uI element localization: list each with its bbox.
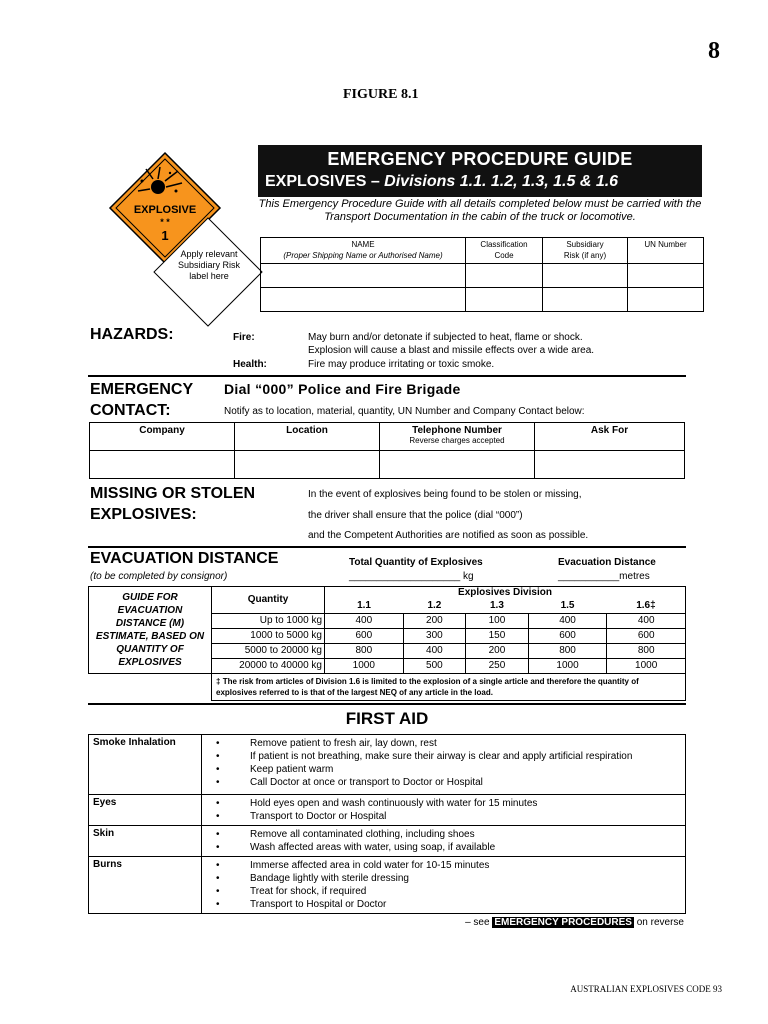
first-aid-label: Burns <box>89 857 202 914</box>
subsidiary-cell[interactable] <box>543 264 628 288</box>
shipping-name-table <box>260 237 704 312</box>
first-aid-label: Skin <box>89 826 202 857</box>
emergency-heading: EMERGENCY <box>90 381 194 398</box>
distance-cell: 800 <box>528 643 607 658</box>
see-reverse-note: – see EMERGENCY PROCEDURES on reverse <box>465 917 684 928</box>
guide-spacer <box>89 674 212 701</box>
division-1-5: 1.5 <box>560 599 575 611</box>
distance-cell: 200 <box>466 643 529 658</box>
location-header: Location <box>235 423 380 451</box>
list-item: • Keep patient warm <box>216 764 334 775</box>
distance-cell: 800 <box>607 643 686 658</box>
total-quantity-label: Total Quantity of Explosives <box>349 557 483 568</box>
classification-cell[interactable] <box>466 264 543 288</box>
title-main: EMERGENCY PROCEDURE GUIDE <box>327 149 633 169</box>
list-item: • Remove all contaminated clothing, including shoes <box>216 829 475 840</box>
first-aid-steps <box>202 735 686 795</box>
title-note: This Emergency Procedure Guide with all details completed below must be carried with the Transport Documentation in the cabin of the truck or locomotive. <box>258 198 702 223</box>
subsidiary-header: Subsidiary Risk (if any) <box>543 238 628 264</box>
section-divider <box>88 375 686 377</box>
guide-label: GUIDE FOR EVACUATION DISTANCE (M) ESTIMATE, BASED ON QUANTITY OF EXPLOSIVES <box>89 587 212 674</box>
distance-cell: 600 <box>607 628 686 643</box>
distance-cell: 600 <box>528 628 607 643</box>
first-aid-label: Eyes <box>89 795 202 826</box>
telephone-header: Telephone Number Reverse charges accepted <box>380 423 535 451</box>
title-banner <box>258 145 702 197</box>
health-label: Health: <box>233 359 267 370</box>
section-divider <box>88 703 686 705</box>
first-aid-steps <box>202 826 686 857</box>
list-item: • Bandage lightly with sterile dressing <box>216 873 409 884</box>
classification-header: Classification Code <box>466 238 543 264</box>
first-aid-table <box>88 734 686 914</box>
division-1-1: 1.1 <box>325 599 404 613</box>
un-number-cell[interactable] <box>628 264 704 288</box>
page-number: 8 <box>708 38 720 64</box>
list-item: • Treat for shock, if required <box>216 886 367 897</box>
figure-label: FIGURE 8.1 <box>343 87 419 102</box>
hazards-heading: HAZARDS: <box>90 326 174 343</box>
first-aid-steps <box>202 857 686 914</box>
quantity-header: Quantity <box>212 587 325 614</box>
distance-cell: 500 <box>403 658 466 673</box>
distance-cell: 300 <box>403 628 466 643</box>
distance-cell: 600 <box>325 628 404 643</box>
list-item: • Remove patient to fresh air, lay down, rest <box>216 738 437 749</box>
fire-label: Fire: <box>233 332 255 343</box>
distance-cell: 1000 <box>607 658 686 673</box>
fire-text-2: Explosion will cause a blast and missile effects over a wide area. <box>308 345 595 356</box>
footer: AUSTRALIAN EXPLOSIVES CODE 93 <box>570 984 722 994</box>
name-header: NAME (Proper Shipping Name or Authorised Name) <box>261 238 466 264</box>
name-cell[interactable] <box>261 288 466 312</box>
title-sub <box>265 173 618 191</box>
title-sub-prefix: EXPLOSIVES – <box>265 173 380 190</box>
telephone-cell[interactable] <box>380 451 535 479</box>
first-aid-heading: FIRST AID <box>345 709 429 728</box>
distance-cell: 100 <box>466 613 529 628</box>
quantity-cell: 1000 to 5000 kg <box>212 628 325 643</box>
distance-cell: 800 <box>325 643 404 658</box>
list-item: • Hold eyes open and wash continuously with water for 15 minutes <box>216 798 538 809</box>
division-1-6: 1.6‡ <box>607 599 686 613</box>
dial-000-text: Dial “000” Police and Fire Brigade <box>224 381 461 397</box>
health-text: Fire may produce irritating or toxic smoke. <box>308 359 495 370</box>
evacuation-heading: EVACUATION DISTANCE <box>90 550 279 567</box>
distance-cell: 150 <box>466 628 529 643</box>
footnote-symbol: ‡ <box>216 677 221 686</box>
distance-cell: 250 <box>466 658 529 673</box>
un-number-header: UN Number <box>628 238 704 264</box>
evacuation-guide-table <box>88 586 686 701</box>
list-item: • Immerse affected area in cold water for 10-15 minutes <box>216 860 490 871</box>
explosives-division-header: Explosives Division <box>325 587 686 600</box>
total-quantity-field[interactable]: ____________________ kg <box>349 571 474 582</box>
division-1-3: 1.3 <box>490 599 504 611</box>
name-cell[interactable] <box>261 264 466 288</box>
list-item: • Wash affected areas with water, using soap, if available <box>216 842 496 853</box>
location-cell[interactable] <box>235 451 380 479</box>
distance-cell: 400 <box>528 613 607 628</box>
evacuation-distance-field[interactable]: ___________metres <box>558 571 650 582</box>
footnote: ‡ The risk from articles of Division 1.6 is limited to the explosion of a single article and therefore the quantity of explosives referred to is that of the largest NEQ of any article in the load. <box>212 674 686 701</box>
un-number-cell[interactable] <box>628 288 704 312</box>
placard-label: EXPLOSIVE <box>133 204 197 216</box>
contact-heading: CONTACT: <box>90 402 171 419</box>
distance-cell: 200 <box>403 613 466 628</box>
list-item: • If patient is not breathing, make sure their airway is clear and apply artificial respiration <box>216 751 633 762</box>
explosives-heading: EXPLOSIVES: <box>90 506 197 523</box>
evacuation-note: (to be completed by consignor) <box>90 571 228 582</box>
distance-cell: 400 <box>403 643 466 658</box>
list-item: • Call Doctor at once or transport to Doctor or Hospital <box>216 777 483 788</box>
first-aid-label: Smoke Inhalation <box>89 735 202 795</box>
division-1-2: 1.2 <box>427 599 442 611</box>
evacuation-distance-label: Evacuation Distance <box>558 557 656 568</box>
notify-text: Notify as to location, material, quantity, UN Number and Company Contact below: <box>224 406 585 417</box>
missing-text-3: and the Competent Authorities are notified as soon as possible. <box>308 530 589 541</box>
first-aid-steps <box>202 795 686 826</box>
quantity-cell: 5000 to 20000 kg <box>212 643 325 658</box>
subsidiary-risk-sub: Risk (if any) <box>563 251 607 260</box>
list-item: • Transport to Hospital or Doctor <box>216 899 387 910</box>
placard-division: 1 <box>161 228 169 243</box>
ask-for-header: Ask For <box>535 423 685 451</box>
distance-cell: 400 <box>607 613 686 628</box>
fire-text-1: May burn and/or detonate if subjected to heat, flame or shock. <box>308 332 583 343</box>
missing-text-1: In the event of explosives being found to be stolen or missing, <box>308 489 582 500</box>
emergency-procedures-highlight: EMERGENCY PROCEDURES <box>494 917 632 928</box>
distance-cell: 1000 <box>325 658 404 673</box>
section-divider <box>88 546 686 548</box>
classification-cell[interactable] <box>466 288 543 312</box>
contact-table <box>89 422 685 479</box>
placard-stars: * * <box>160 217 170 227</box>
subsidiary-cell[interactable] <box>543 288 628 312</box>
list-item: • Transport to Doctor or Hospital <box>216 811 387 822</box>
quantity-cell: Up to 1000 kg <box>212 613 325 628</box>
company-cell[interactable] <box>90 451 235 479</box>
missing-text-2: the driver shall ensure that the police (dial “000”) <box>308 510 523 521</box>
distance-cell: 1000 <box>528 658 607 673</box>
missing-heading: MISSING OR STOLEN <box>90 485 256 502</box>
subsidiary-label-text: Apply relevant Subsidiary Risk label here <box>177 249 241 281</box>
ask-for-cell[interactable] <box>535 451 685 479</box>
title-sub-divisions: Divisions 1.1. 1.2, 1.3, 1.5 & 1.6 <box>384 173 619 190</box>
quantity-cell: 20000 to 40000 kg <box>212 658 325 673</box>
company-header: Company <box>90 423 235 451</box>
distance-cell: 400 <box>325 613 404 628</box>
